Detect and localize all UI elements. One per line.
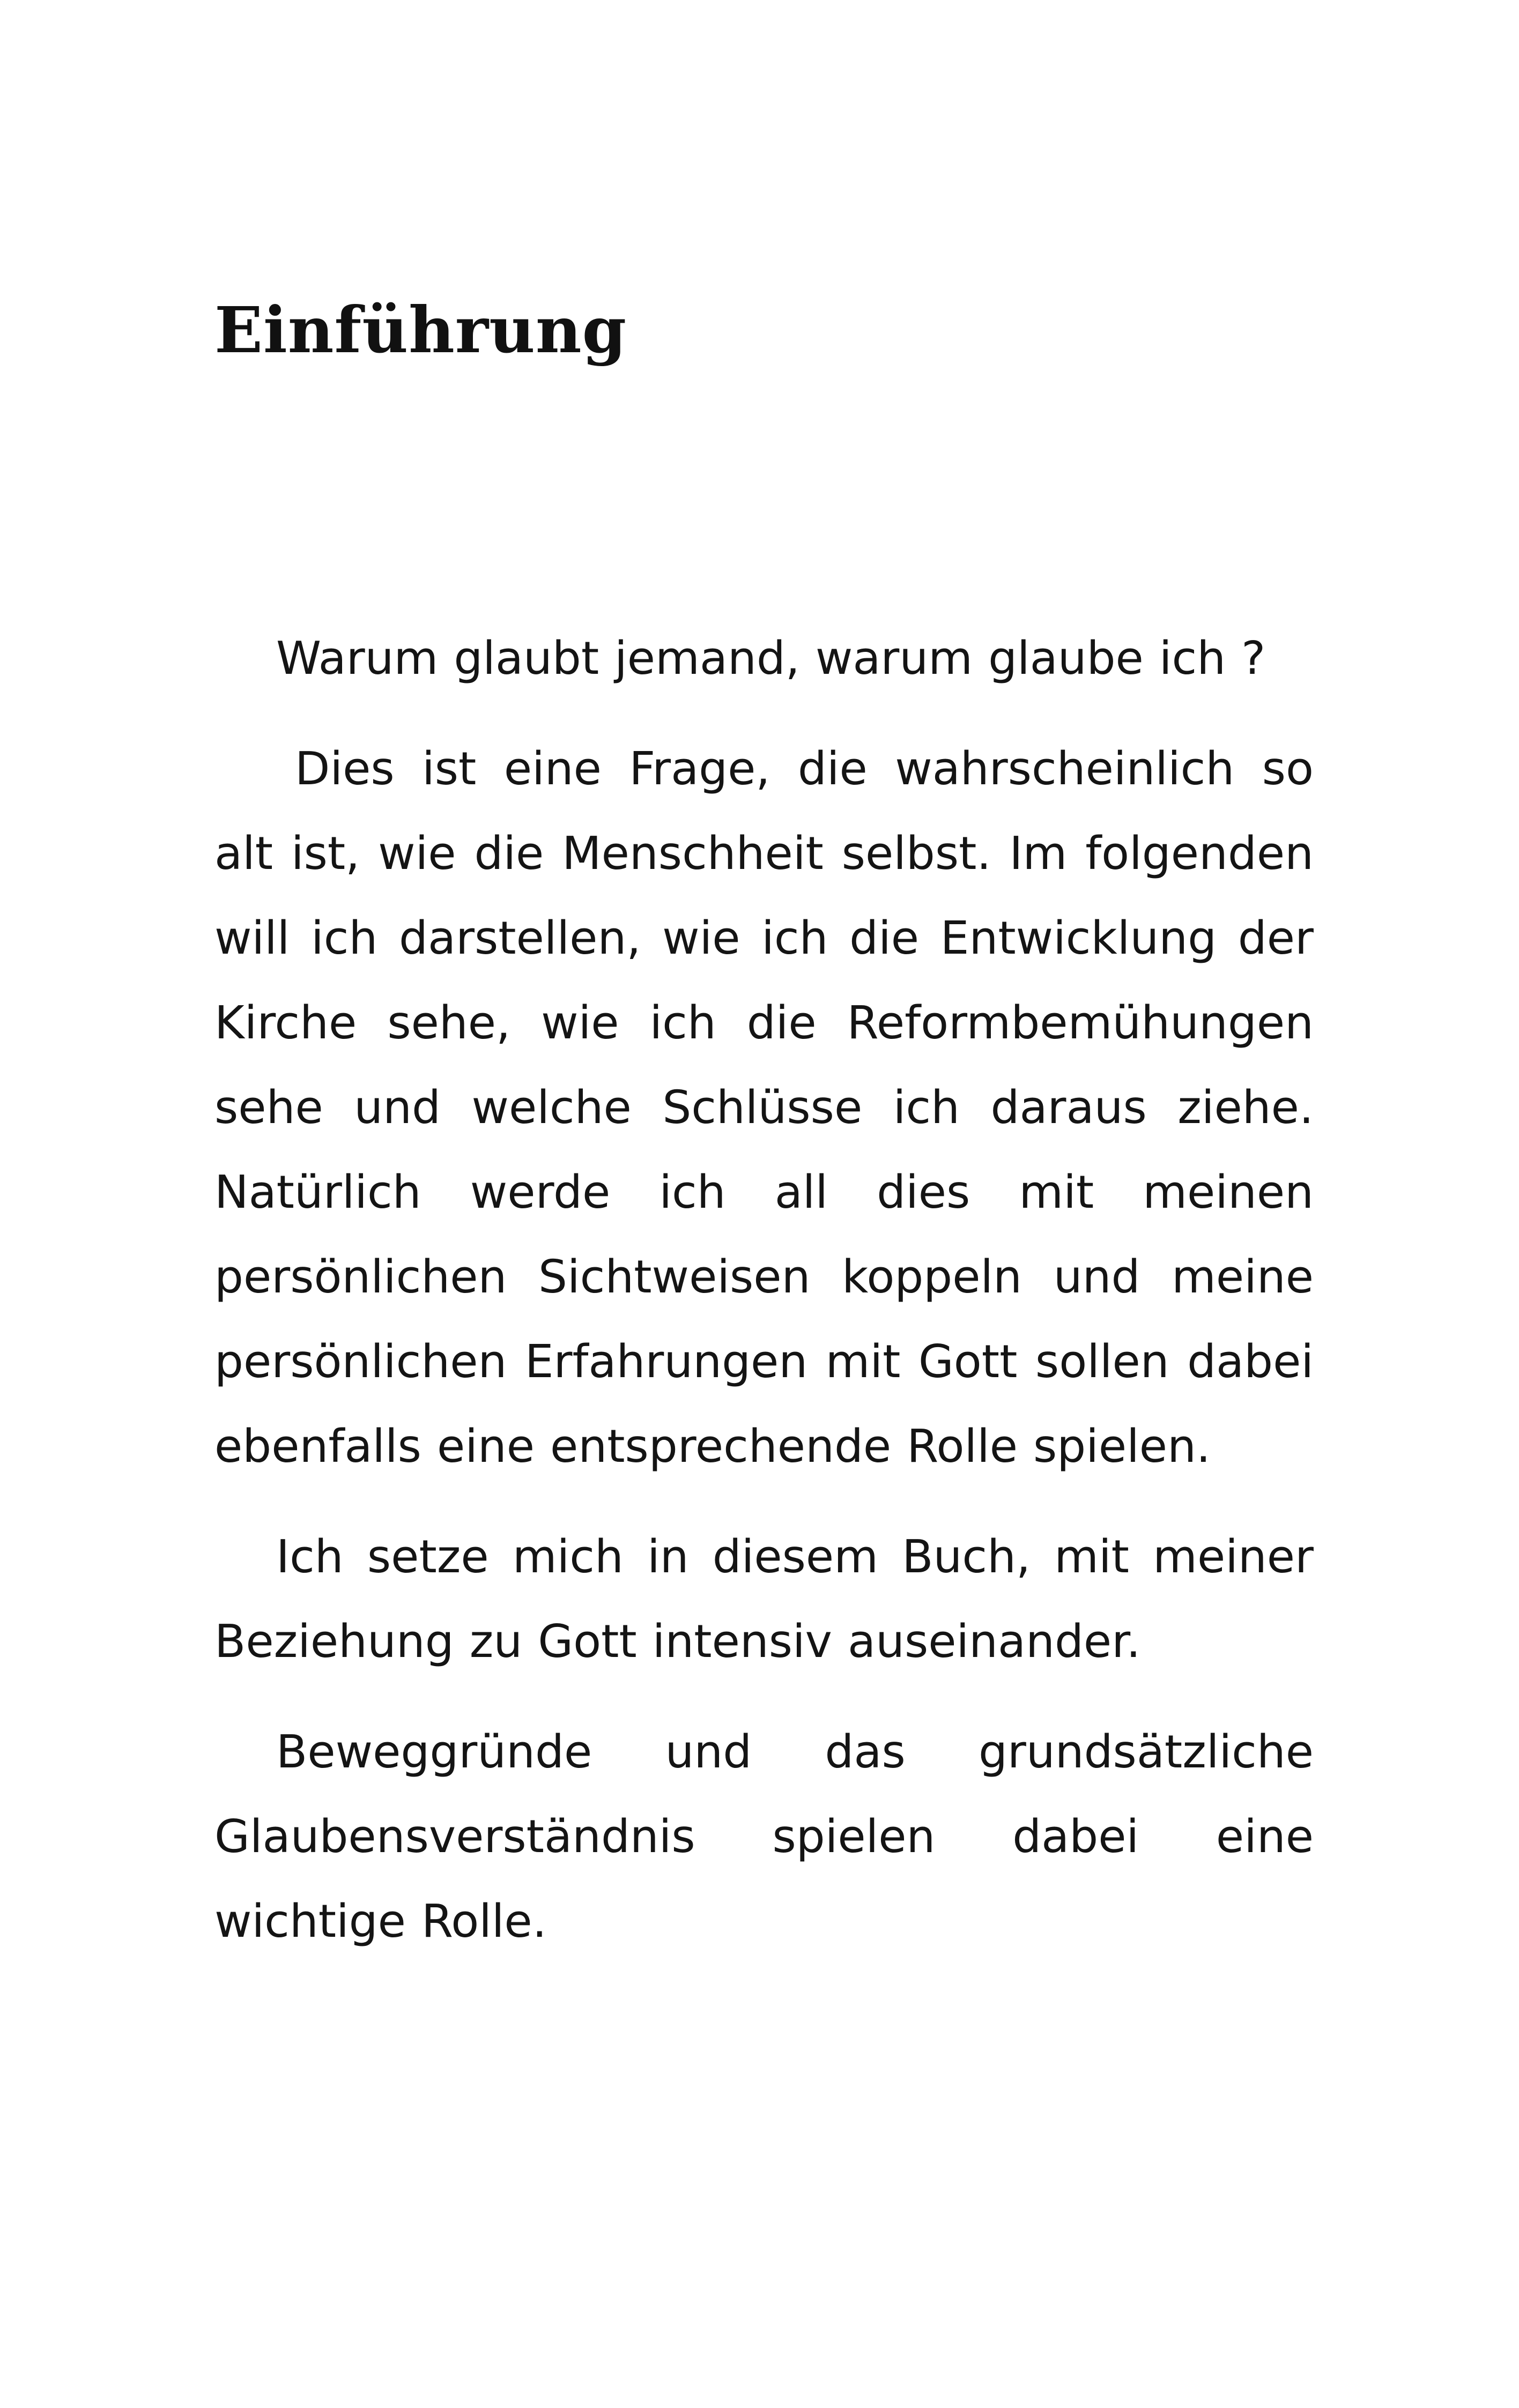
paragraph-introduction: Dies ist eine Frage, die wahrscheinlich so alt ist, wie die Menschheit selbst. Im folgenden will ich darstellen, wie ich die Entwicklung der Kirche sehe, wie ich die Reformbemühungen sehe und welche Schlüsse ich daraus ziehe. Natürlich werde ich all dies mit meinen persönlichen Sichtweisen koppeln und meine persönlichen Erfahrungen mit Gott sollen dabei ebenfalls eine entsprechende Rolle spielen.	[214, 742, 1314, 1473]
paragraph-motives: Beweggründe und das grundsätzliche Glaubensverständnis spielen dabei eine wichtige Rolle.	[214, 1726, 1314, 1948]
paragraph-question: Warum glaubt jemand, warum glaube ich ?	[276, 632, 1266, 685]
body-text	[214, 616, 1314, 1990]
chapter-title: Einführung	[214, 293, 627, 367]
paragraph-relationship: Ich setze mich in diesem Buch, mit meiner Beziehung zu Gott intensiv auseinander.	[214, 1530, 1314, 1668]
